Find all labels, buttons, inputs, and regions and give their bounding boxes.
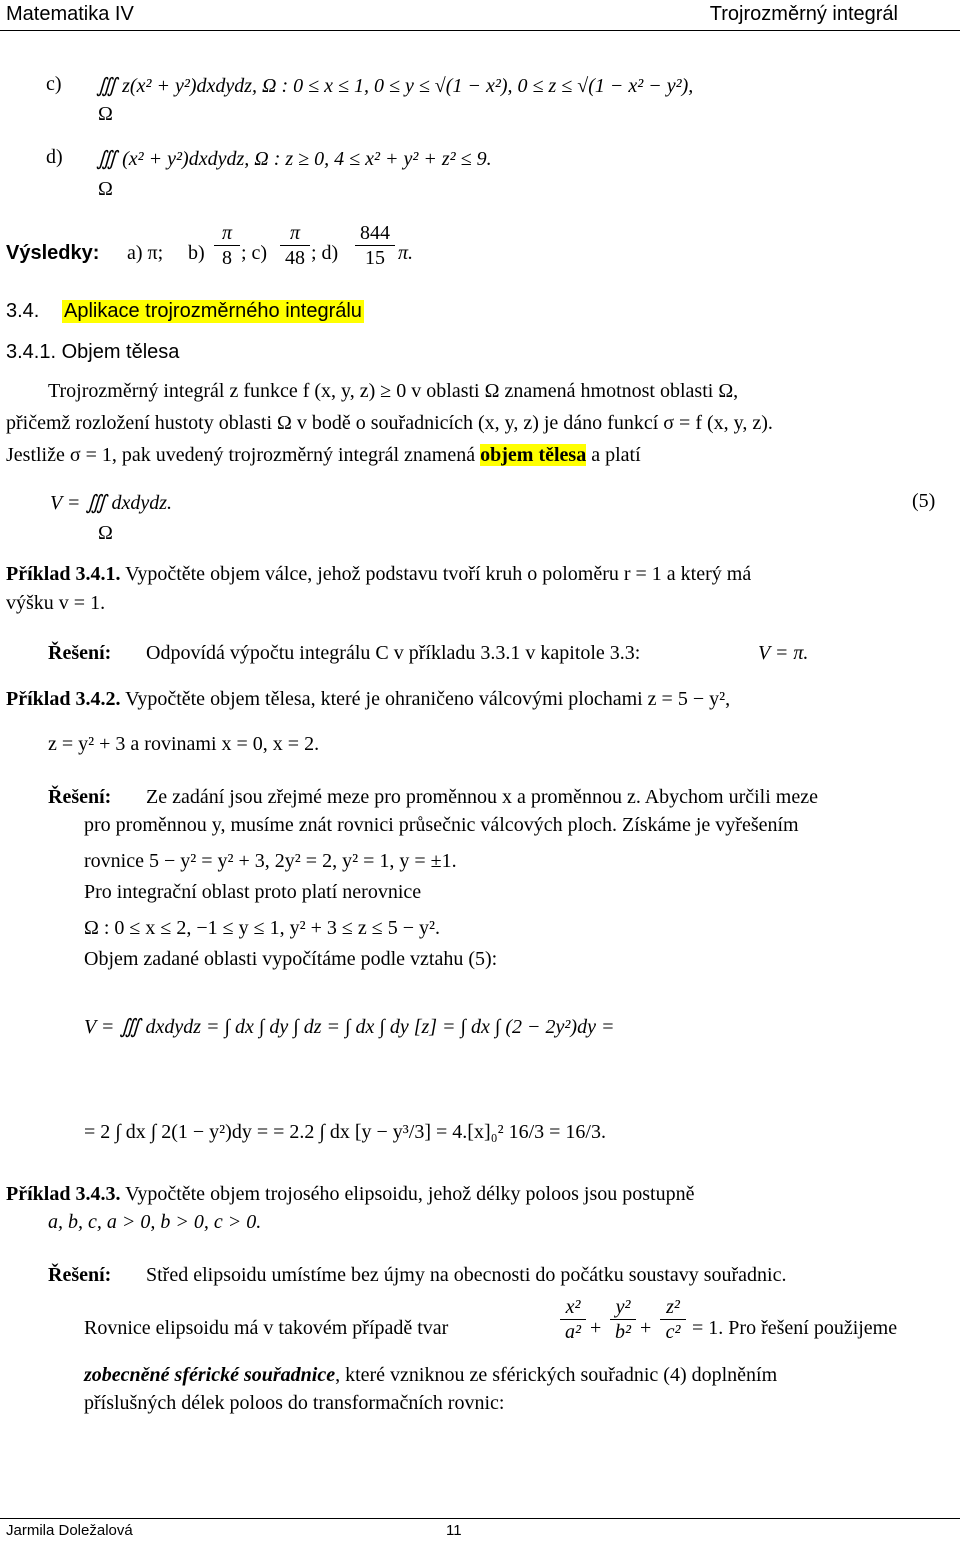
exercise-d-label: d) xyxy=(46,146,63,168)
example-3-line-2: a, b, c, a > 0, b > 0, c > 0. xyxy=(48,1211,262,1233)
example-2-calculation-2: = 2 ∫ dx ∫ 2(1 − y²)dy = = 2.2 ∫ dx [y − y³/3] = 4.[x]₀² 16/3 = 16/3. xyxy=(84,1121,606,1143)
example-2-solution-label: Řešení: xyxy=(48,786,112,808)
ellipsoid-fraction-z: z² c² xyxy=(660,1296,686,1343)
results-b-label: b) xyxy=(188,242,205,264)
example-3-line-1 xyxy=(6,1183,956,1206)
ellipsoid-fraction-x: x² a² xyxy=(560,1296,586,1343)
results-c-denominator: 48 xyxy=(285,247,305,269)
results-d-denominator: 15 xyxy=(365,247,385,269)
results-a: a) π; xyxy=(127,242,164,264)
example-2-line-1 xyxy=(6,688,956,711)
subsection-title: 3.4.1. Objem tělesa xyxy=(6,341,180,363)
example-3-solution-line-3-post: , které vzniknou ze sférických souřadnic (4) doplněním xyxy=(335,1364,778,1386)
plus-sign: + xyxy=(640,1317,652,1339)
header-left: Matematika IV xyxy=(6,3,134,25)
results-c-fraction xyxy=(280,222,310,269)
results-label: Výsledky: xyxy=(6,242,100,264)
results-d-label: ; d) xyxy=(311,242,339,264)
section-number: 3.4. xyxy=(6,300,40,322)
results-d-fraction xyxy=(355,222,395,269)
ellipsoid-fraction-y: y² b² xyxy=(610,1296,636,1343)
example-3-solution-label: Řešení: xyxy=(48,1264,112,1286)
exercise-c-omega: Ω xyxy=(98,103,113,125)
example-2-solution-line-5: Ω : 0 ≤ x ≤ 2, −1 ≤ y ≤ 1, y² + 3 ≤ z ≤ 5 − y². xyxy=(84,917,440,939)
example-1-result: V = π. xyxy=(758,642,809,664)
footer-author: Jarmila Doležalová xyxy=(6,1522,133,1539)
example-2-text-1: Vypočtěte objem tělesa, které je ohraničeno válcovými plochami z = 5 − y², xyxy=(120,688,731,710)
fraction-bar xyxy=(214,245,240,246)
fraction-bar xyxy=(660,1319,686,1320)
results-b-fraction xyxy=(214,222,240,269)
intro-line-3-post: a platí xyxy=(586,444,641,466)
results-c-label: ; c) xyxy=(241,242,268,264)
results-b-denominator: 8 xyxy=(222,247,232,269)
results-d-numerator: 844 xyxy=(360,222,390,244)
example-2-label: Příklad 3.4.2. xyxy=(6,688,121,710)
example-3-solution-line-2-post: = 1. Pro řešení použijeme xyxy=(692,1317,898,1339)
example-1-solution-label: Řešení: xyxy=(48,642,112,664)
formula-number: (5) xyxy=(912,490,936,512)
fraction-bar xyxy=(355,245,395,246)
header-right: Trojrozměrný integrál xyxy=(709,3,898,25)
exercise-d-omega: Ω xyxy=(98,178,113,200)
example-3-solution-line-2-pre: Rovnice elipsoidu má v takovém případě tvar xyxy=(84,1317,449,1339)
results-b-numerator: π xyxy=(221,222,233,244)
example-3-solution-line-3 xyxy=(84,1364,777,1387)
page-number: 11 xyxy=(446,1522,462,1539)
example-2-solution-line-4: Pro integrační oblast proto platí nerovnice xyxy=(84,881,422,903)
example-3-text-1: Vypočtěte objem trojosého elipsoidu, jehož délky poloos jsou postupně xyxy=(120,1183,695,1205)
intro-line-3-pre: Jestliže σ = 1, pak uvedený trojrozměrný integrál znamená xyxy=(6,444,481,466)
example-1-line-1 xyxy=(6,563,956,586)
exercise-c-label: c) xyxy=(46,73,62,95)
example-2-calculation-1: V = ∭ dxdydz = ∫ dx ∫ dy ∫ dz = ∫ dx ∫ dy [z] = ∫ dx ∫ (2 − 2y²)dy = xyxy=(84,1016,615,1038)
example-2-solution-line-3: rovnice 5 − y² = y² + 3, 2y² = 2, y² = 1, y = ±1. xyxy=(84,850,457,872)
intro-line-3 xyxy=(6,444,641,467)
volume-formula: V = ∭ dxdydz. xyxy=(50,492,173,514)
footer-rule xyxy=(0,1518,960,1519)
example-1-solution: Odpovídá výpočtu integrálu C v příkladu 3.3.1 v kapitole 3.3: xyxy=(146,642,641,664)
fraction-bar xyxy=(610,1319,636,1320)
intro-line-1: Trojrozměrný integrál z funkce f (x, y, z) ≥ 0 v oblasti Ω znamená hmotnost oblasti Ω, xyxy=(48,380,739,402)
example-1-text-1: Vypočtěte objem válce, jehož podstavu tvoří kruh o poloměru r = 1 a který má xyxy=(120,563,752,585)
results-d-tail: π. xyxy=(398,242,414,264)
example-3-solution-line-4: příslušných délek poloos do transformačních rovnic: xyxy=(84,1392,505,1414)
plus-sign: + xyxy=(590,1317,602,1339)
example-2-solution-line-1: Ze zadání jsou zřejmé meze pro proměnnou x a proměnnou z. Abychom určili meze xyxy=(146,786,818,808)
example-1-line-2: výšku v = 1. xyxy=(6,592,106,614)
example-2-line-2: z = y² + 3 a rovinami x = 0, x = 2. xyxy=(48,733,320,755)
example-2-solution-line-6: Objem zadané oblasti vypočítáme podle vztahu (5): xyxy=(84,948,498,970)
intro-line-2: přičemž rozložení hustoty oblasti Ω v bodě o souřadnicích (x, y, z) je dáno funkcí σ = f (x, y, z). xyxy=(6,412,773,434)
example-2-solution-line-2: pro proměnnou y, musíme znát rovnici průsečnic válcových ploch. Získáme je vyřešením xyxy=(84,814,799,836)
example-3-label: Příklad 3.4.3. xyxy=(6,1183,121,1205)
fraction-bar xyxy=(280,245,310,246)
header-rule xyxy=(0,30,960,31)
exercise-d-expression: ∭ (x² + y²)dxdydz, Ω : z ≥ 0, 4 ≤ x² + y² + z² ≤ 9. xyxy=(96,148,492,170)
generalized-spherical-coordinates: zobecněné sférické souřadnice xyxy=(84,1364,336,1386)
example-3-solution-line-1: Střed elipsoidu umístíme bez újmy na obecnosti do počátku soustavy souřadnic. xyxy=(146,1264,787,1286)
results-c-numerator: π xyxy=(289,222,301,244)
section-title: Aplikace trojrozměrného integrálu xyxy=(64,300,362,322)
exercise-c-expression: ∭ z(x² + y²)dxdydz, Ω : 0 ≤ x ≤ 1, 0 ≤ y ≤ √(1 − x²), 0 ≤ z ≤ √(1 − x² − y²), xyxy=(96,75,694,97)
fraction-bar xyxy=(560,1319,586,1320)
example-1-label: Příklad 3.4.1. xyxy=(6,563,121,585)
objem-telesa-highlight: objem tělesa xyxy=(480,444,587,466)
volume-formula-omega: Ω xyxy=(98,522,113,544)
